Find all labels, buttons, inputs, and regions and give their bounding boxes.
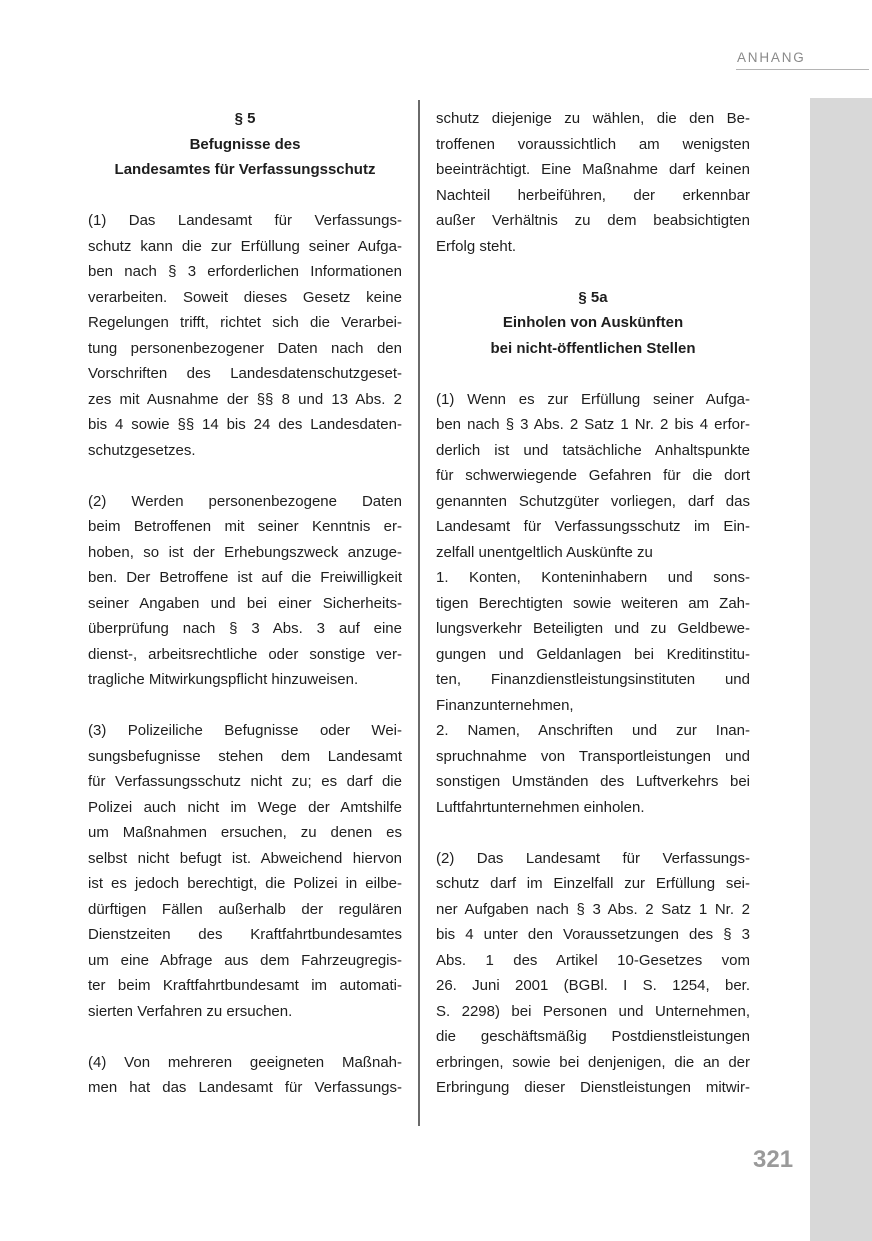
text-line: 1. Konten, Konteninhabern und sons- xyxy=(436,569,750,586)
page-edge-bar xyxy=(810,98,872,1241)
text-line: (2) Das Landesamt für Verfassungs- xyxy=(436,849,750,867)
text-line: für Verfassungsschutz nicht zu; es darf die xyxy=(88,773,402,790)
text-line: selbst nicht befugt ist. Abweichend hiervon xyxy=(88,849,402,867)
section-5a-paragraph-1 xyxy=(436,387,750,821)
text-line: gungen und Geldanlagen bei Kreditinstitu- xyxy=(436,645,750,663)
text-line: troffenen voraussichtlich am wenigsten xyxy=(436,135,750,153)
section-5-paragraph-3 xyxy=(88,718,402,1024)
section-5a-paragraph-2 xyxy=(436,846,750,1101)
left-column xyxy=(88,106,402,1101)
text-line: men hat das Landesamt für Verfassungs- xyxy=(88,1079,402,1096)
text-line: tung personenbezogener Daten nach den xyxy=(88,339,402,357)
text-line: Nachteil herbeiführen, der erkennbar xyxy=(436,186,750,204)
section-5-paragraph-4 xyxy=(88,1050,402,1101)
text-line: schutz kann die zur Erfüllung seiner Aufga- xyxy=(88,237,402,255)
section-5-paragraph-1 xyxy=(88,208,402,463)
section-5-paragraph-4-continued xyxy=(436,106,750,259)
heading-line: Landesamtes für Verfassungsschutz xyxy=(114,161,376,178)
text-line: (3) Polizeiliche Befugnisse oder Wei- xyxy=(88,722,402,739)
text-line: schutz darf im Einzelfall zur Erfüllung sei- xyxy=(436,875,750,892)
text-line: verarbeiten. Soweit dieses Gesetz keine xyxy=(88,288,402,306)
text-line: Erbringung dieser Dienstleistungen mitwir- xyxy=(436,1079,750,1096)
text-line: lungsverkehr Beteiligten und zu Geldbewe- xyxy=(436,620,750,637)
text-line: zes mit Ausnahme der §§ 8 und 13 Abs. 2 xyxy=(88,390,402,408)
text-line: Abs. 1 des Artikel 10-Gesetzes vom xyxy=(436,951,750,969)
text-line: ter beim Kraftfahrtbundesamt im automati- xyxy=(88,977,402,994)
running-header: ANHANG xyxy=(737,50,806,65)
text-line: Vorschriften des Landesdatenschutzgeset- xyxy=(88,365,402,382)
text-line: sierten Verfahren zu ersuchen. xyxy=(88,1002,293,1020)
text-line: Landesamt für Verfassungsschutz im Ein- xyxy=(436,518,750,535)
header-rule xyxy=(736,69,869,70)
text-line: erbringen, sowie bei denjenigen, die an der xyxy=(436,1053,750,1071)
heading-line: § 5a xyxy=(578,288,608,306)
text-line: bis 4 sowie §§ 14 bis 24 des Landesdaten- xyxy=(88,416,402,433)
heading-line: Einholen von Auskünften xyxy=(502,314,684,331)
text-line: schutz diejenige zu wählen, die den Be- xyxy=(436,110,750,127)
text-line: ben. Der Betroffene ist auf die Freiwilligkeit xyxy=(88,569,402,586)
text-line: spruchnahme von Transportleistungen und xyxy=(436,747,750,765)
text-line: tragliche Mitwirkungspflicht hinzuweisen. xyxy=(88,671,359,688)
text-line: bis 4 unter den Voraussetzungen des § 3 xyxy=(436,926,750,943)
text-line: zelfall unentgeltlich Auskünfte zu xyxy=(436,543,653,561)
text-line: S. 2298) bei Personen und Unternehmen, xyxy=(436,1002,750,1020)
section-5-paragraph-2 xyxy=(88,489,402,693)
text-line: schutzgesetzes. xyxy=(88,441,196,459)
text-line: (1) Das Landesamt für Verfassungs- xyxy=(88,212,402,229)
text-line: (2) Werden personenbezogene Daten xyxy=(88,492,402,510)
text-line: überprüfung nach § 3 Abs. 3 auf eine xyxy=(88,620,402,637)
text-line: beim Betroffenen mit seiner Kenntnis er- xyxy=(88,518,402,535)
heading-line: § 5 xyxy=(234,110,256,127)
page-number: 321 xyxy=(753,1146,794,1173)
text-line: ten, Finanzdienstleistungsinstituten und xyxy=(436,671,750,688)
text-line: (4) Von mehreren geeigneten Maßnah- xyxy=(88,1053,402,1071)
text-line: Finanzunternehmen, xyxy=(436,696,574,714)
text-line: ben nach § 3 erforderlichen Informationen xyxy=(88,263,402,280)
text-line: dürftigen Fällen außerhalb der regulären xyxy=(88,900,402,918)
column-divider xyxy=(418,100,420,1126)
text-line: beeinträchtigt. Eine Maßnahme darf keinen xyxy=(436,161,750,178)
text-line: ist es jedoch berechtigt, die Polizei in eilbe- xyxy=(88,875,402,892)
text-line: 26. Juni 2001 (BGBl. I S. 1254, ber. xyxy=(436,977,750,994)
text-line: Luftfahrtunternehmen einholen. xyxy=(436,798,645,816)
text-line: um eine Abfrage aus dem Fahrzeugregis- xyxy=(88,951,402,969)
text-line: dienst-, arbeitsrechtliche oder sonstige ver- xyxy=(88,645,402,663)
heading-line: Befugnisse des xyxy=(189,135,301,153)
text-line: um Maßnahmen ersuchen, zu denen es xyxy=(88,824,402,841)
text-line: sungsbefugnisse stehen dem Landesamt xyxy=(88,747,402,765)
text-line: ner Aufgaben nach § 3 Abs. 2 Satz 1 Nr. 2 xyxy=(436,900,750,918)
text-line: tigen Berechtigten sowie weiteren am Zah- xyxy=(436,594,750,612)
text-line: (1) Wenn es zur Erfüllung seiner Aufga- xyxy=(436,390,750,408)
text-line: Dienstzeiten des Kraftfahrtbundesamtes xyxy=(88,926,402,943)
text-line: 2. Namen, Anschriften und zur Inan- xyxy=(436,722,750,739)
text-line: außer Verhältnis zu dem beabsichtigten xyxy=(436,212,750,229)
right-column xyxy=(436,106,750,1101)
heading-line: bei nicht-öffentlichen Stellen xyxy=(490,339,696,357)
text-line: Regelungen trifft, richtet sich die Verarbei- xyxy=(88,314,402,331)
text-line: für schwerwiegende Gefahren für die dort xyxy=(436,467,750,484)
text-line: ben nach § 3 Abs. 2 Satz 1 Nr. 2 bis 4 erfor- xyxy=(436,416,750,433)
section-5-heading xyxy=(88,106,402,183)
text-line: Erfolg steht. xyxy=(436,237,517,255)
text-line: sonstigen Umständen des Luftverkehrs bei xyxy=(436,773,750,790)
section-5a-heading xyxy=(436,285,750,362)
text-line: hoben, so ist der Erhebungszweck anzuge- xyxy=(88,543,402,561)
text-line: die geschäftsmäßig Postdienstleistungen xyxy=(436,1028,750,1045)
text-line: genannten Schutzgüter vorliegen, darf das xyxy=(436,492,750,510)
text-line: Polizei auch nicht im Wege der Amtshilfe xyxy=(88,798,402,816)
text-line: derlich ist und tatsächliche Anhaltspunkte xyxy=(436,441,750,459)
text-line: seiner Angaben und bei einer Sicherheits- xyxy=(88,594,402,612)
